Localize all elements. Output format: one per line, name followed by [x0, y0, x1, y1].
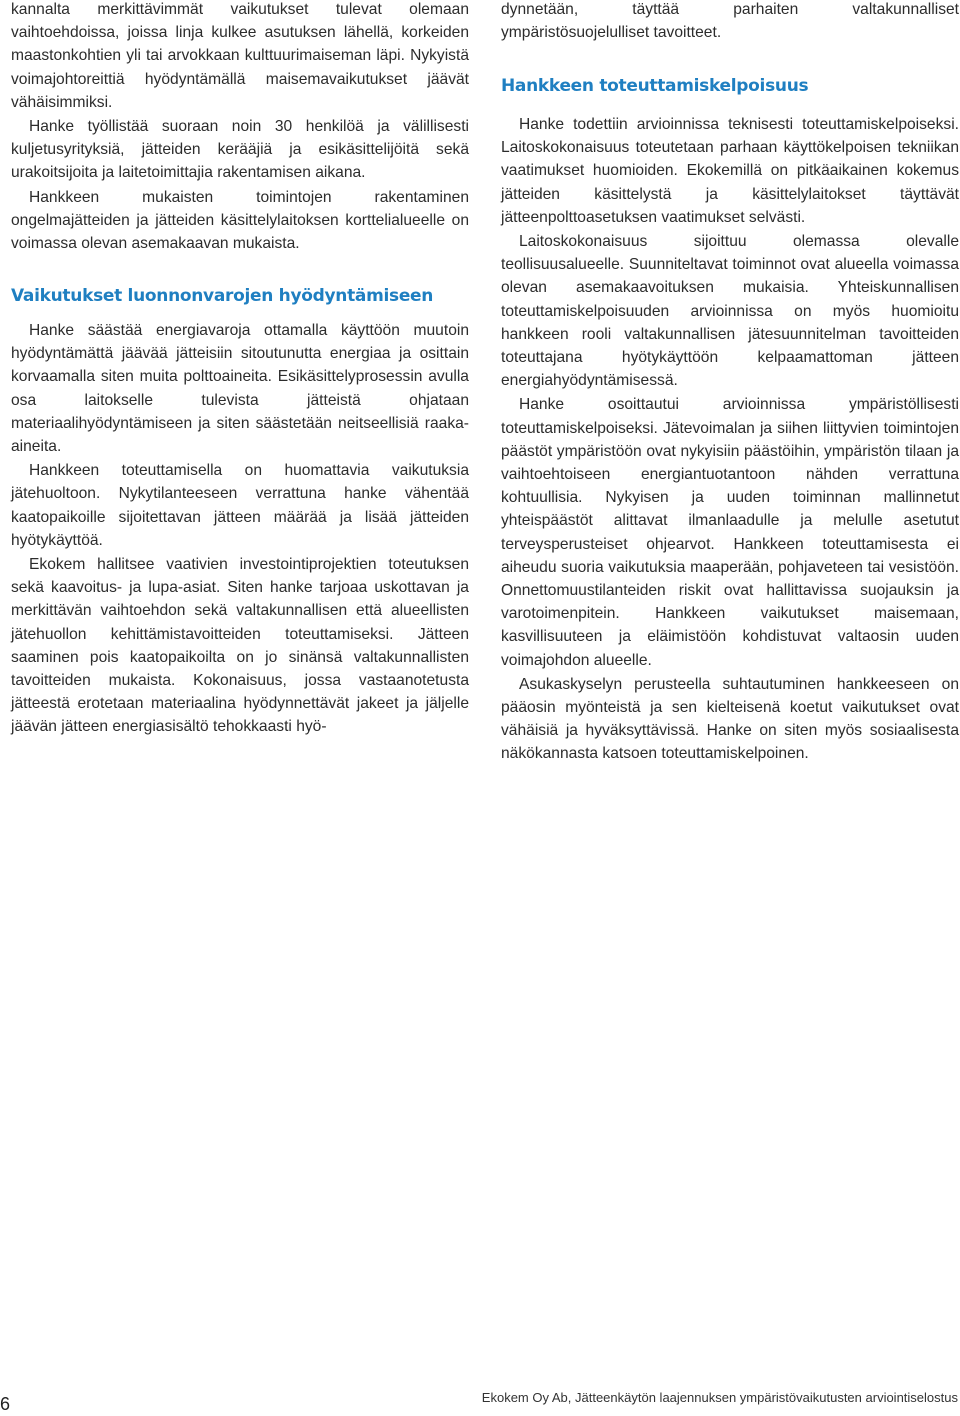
left-section-body [11, 319, 469, 740]
right-section-body [501, 113, 959, 767]
right-lead-text [501, 0, 959, 45]
section-heading-feasibility: Hankkeen toteuttamiskelpoisuus [501, 76, 809, 96]
paragraph: Laitoskokonaisuus sijoittuu olemassa olevalle teollisuusalueelle. Suunniteltavat toiminnot ovat alueella voimassa olevan asemakaavoituksen mukaisia. Yhteiskunnallisen toteuttamiskelpoisuuden arvioinnissa on myös huomioitu hankkeen rooli valtakunnallisen jätesuunnitelman tavoitteiden toteuttajana hyötykäyttöön kelpaamattoman jätteen energiahyödyntämisessä. [501, 233, 959, 390]
paragraph: kannalta merkittävimmät vaikutukset tulevat olemaan vaihtoehdoissa, joissa linja kulkee asutuksen lähellä, korkeiden maastonkohtien yli tai arvokkaan kulttuurimaiseman läpi. Nykyistä voimajohtoreittiä hyödyntämällä maisemavaikutukset jäävät vähäisimmiksi. [11, 1, 469, 111]
paragraph: Hanke todettiin arvioinnissa teknisesti toteuttamiskelpoiseksi. Laitoskokonaisuus toteutetaan parhaan käyttökelpoisen tekniikan vaatimukset huomioiden. Ekokemillä on pitkäaikainen kokemus jätteiden käsittelystä ja käsittelylaitokset täyttävät jätteenpolttoasetuksen vaatimukset selvästi. [501, 116, 959, 226]
paragraph: Hankkeen mukaisten toimintojen rakentaminen ongelmajätteiden ja jätteiden käsittelylaitoksen korttelialueelle on voimassa olevan asemakaavan mukaista. [11, 188, 469, 253]
paragraph: Hanke säästää energiavaroja ottamalla käyttöön muutoin hyödyntämättä jäävää jätteisiin sitoutunutta energiaa ja osittain korvaamalla siten muita polttoaineita. Esikäsittelyprosessin avulla osa laitokselle tulevista jätteistä ohjataan materiaalihyödyntämiseen ja siten säästetään neitseellisiä raaka-aineita. [11, 322, 469, 456]
paragraph: Hankkeen toteuttamisella on huomattavia vaikutuksia jätehuoltoon. Nykytilanteeseen verrattuna hanke vähentää kaatopaikoille sijoitettavan jätteen määrää ja lisää jätteiden hyötykäyttöä. [11, 462, 469, 549]
paragraph: Ekokem hallitsee vaativien investointiprojektien toteutuksen sekä kaavoitus- ja lupa-asiat. Siten hanke tarjoaa uskottavan ja merkittävän vaihtoehdon sekä valtakunnallisen että alueellisten jätehuollon kehittämistavoitteiden toteuttamiseksi. Jätteen saaminen pois kaatopaikoilta on jo sinänsä valtakunnallisten tavoitteiden mukaista. Kokonaisuus, jossa vastaanotetusta jätteestä erotetaan materiaalina hyödynnettävät jakeet ja jäljelle jäävän jätteen energiasisältö tehokkaasti hyö- [11, 556, 469, 736]
paragraph: dynnetään, täyttää parhaiten valtakunnalliset ympäristösuojelulliset tavoitteet. [501, 1, 959, 42]
paragraph: Asukaskyselyn perusteella suhtautuminen hankkeeseen on pääosin myönteistä ja sen kielteisenä koetut vaikutukset ovat vähäisiä ja hyväksyttävissä. Hanke on siten myös sosiaalisesta näkökannasta katsoen toteuttamiskelpoinen. [501, 675, 959, 763]
section-heading-natural-resources: Vaikutukset luonnonvarojen hyödyntämiseen [11, 286, 434, 306]
paragraph: Hanke työllistää suoraan noin 30 henkilöä ja välillisesti kuljetusyrityksiä, jätteiden kerääjiä ja esikäsittelijöitä sekä urakoitsijoita ja laitetoimittajia rakentamisen aikana. [11, 118, 469, 182]
paragraph: Hanke osoittautui arvioinnissa ympäristöllisesti toteuttamiskelpoiseksi. Jätevoimalan ja siihen liittyvien toimintojen päästöt ympäristöön ovat nykyisiin päästöihin, ympäristön tilaan ja vaihtoehtoiseen energiantuotantoon nähden verrattuna kohtuullisia. Nykyisen ja uuden toiminnan mallinnetut yhteispäästöt alittavat ilmanlaadulle ja melulle asetutut terveysperusteiset ohjearvot. Hankkeen toteuttamisesta ei aiheudu suoria vaikutuksia maaperään, pohjaveteen tai vesistöön. Onnettomuustilanteiden riskit ovat hallittavissa suojauksin ja varotoimenpitein. Hankkeen vaikutukset maisemaan, kasvillisuuteen ja eläimistöön kohdistuvat valtaosin uuden voimajohdon alueelle. [501, 396, 959, 669]
page-number: 6 [0, 1394, 11, 1414]
running-footer: Ekokem Oy Ab, Jätteenkäytön laajennuksen ympäristövaikutusten arviointiselostus [481, 1390, 958, 1405]
left-lead-text [11, 0, 469, 256]
